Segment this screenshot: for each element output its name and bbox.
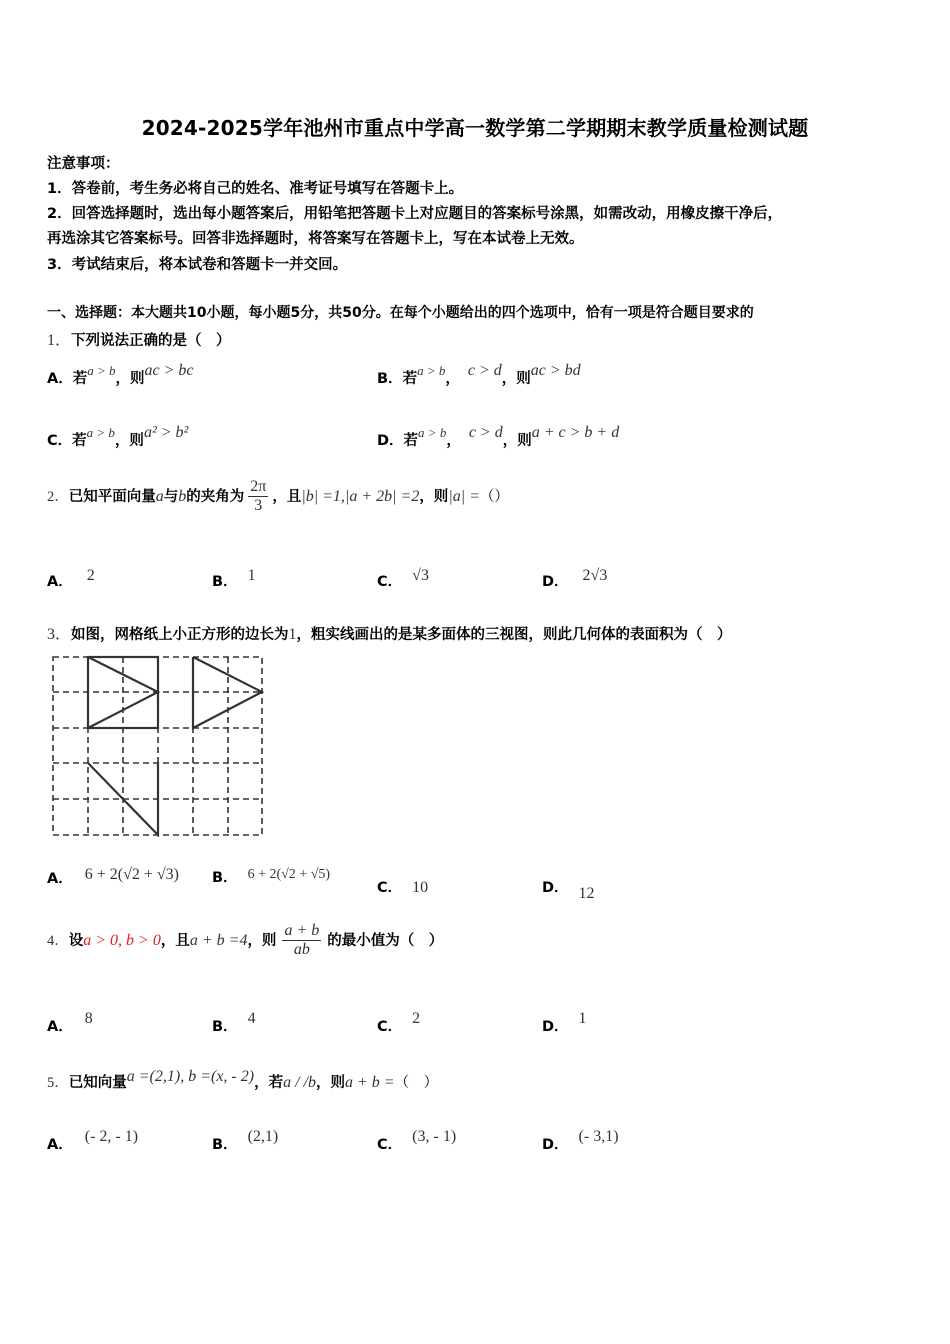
question-4-stem: 4．设a > 0, b > 0，且a + b =4，则 $\frac{a + b}{ab}$ 的最小值为（ ） [47,922,444,958]
q5-option-b[interactable]: B． (2,1) [212,1128,279,1153]
q4-option-c[interactable]: C． 2 [377,1010,421,1035]
q5-option-a[interactable]: A． (- 2, - 1) [47,1128,139,1153]
q5-option-d[interactable]: D． (- 3,1) [542,1128,619,1153]
question-3-stem: 3．如图，网格纸上小正方形的边长为1，粗实线画出的是某多面体的三视图，则此几何体的表面积为（ ） [47,626,732,643]
q3-option-c[interactable]: C． 10 [377,879,429,896]
question-5-stem: 5．已知向量a =(2,1), b =(x, - 2)，若a / /b，则a + b =（ ） [47,1068,439,1091]
q4-option-a[interactable]: A． 8 [47,1010,93,1035]
notice-item: 2．回答选择题时，选出每小题答案后，用铅笔把答题卡上对应题目的答案标号涂黑，如需改动，用橡皮擦干净后， [47,206,783,222]
question-1-stem: 1．下列说法正确的是（ ） [47,332,231,349]
q1-option-d[interactable]: D．若$^{a > b}$， c > d，则a + c > b + d [377,424,620,449]
solid-lines [88,657,262,835]
q4-option-b[interactable]: B． 4 [212,1010,256,1035]
notice-item: 1．答卷前，考生务必将自己的姓名、准考证号填写在答题卡上。 [47,181,464,197]
q5-option-c[interactable]: C． (3, - 1) [377,1128,457,1153]
q4-option-d[interactable]: D． 1 [542,1010,587,1035]
notice-heading: 注意事项： [47,156,120,172]
notice-item: 再选涂其它答案标号。回答非选择题时，将答案写在答题卡上，写在本试卷上无效。 [47,231,584,247]
q2-option-a[interactable]: A． 2 [47,567,95,590]
q3-option-a[interactable]: A． 6 + 2(√2 + √3) [47,866,179,887]
three-view-figure [50,655,265,837]
notice-item: 3．考试结束后，将本试卷和答题卡一并交回。 [47,257,348,273]
page-title: 2024-2025学年池州市重点中学高一数学第二学期期末教学质量检测试题 [141,116,809,140]
q1-option-b[interactable]: B．若$^{a > b}$， c > d，则ac > bd [377,362,581,387]
section-heading: 一、选择题：本大题共10小题，每小题5分，共50分。在每个小题给出的四个选项中，恰有一项是符合题目要求的 [47,305,754,321]
q1-option-a[interactable]: A．若$^{a > b}$，则ac > bc [47,362,194,387]
q2-option-b[interactable]: B． 1 [212,567,256,590]
q2-option-c[interactable]: C． √3 [377,567,429,590]
q3-option-d[interactable]: D． 12 [542,880,595,902]
q1-option-c[interactable]: C．若$^{a > b}$，则a² > b² [47,424,189,449]
q2-option-d[interactable]: D． 2√3 [542,567,608,590]
q3-option-b[interactable]: B． 6 + 2(√2 + √5) [212,867,331,886]
question-2-stem: 2．已知平面向量a与b的夹角为 $\frac{2\pi}{3}$ ，且|b| =1,|a + 2b| =2，则|a| =（） [47,478,509,514]
